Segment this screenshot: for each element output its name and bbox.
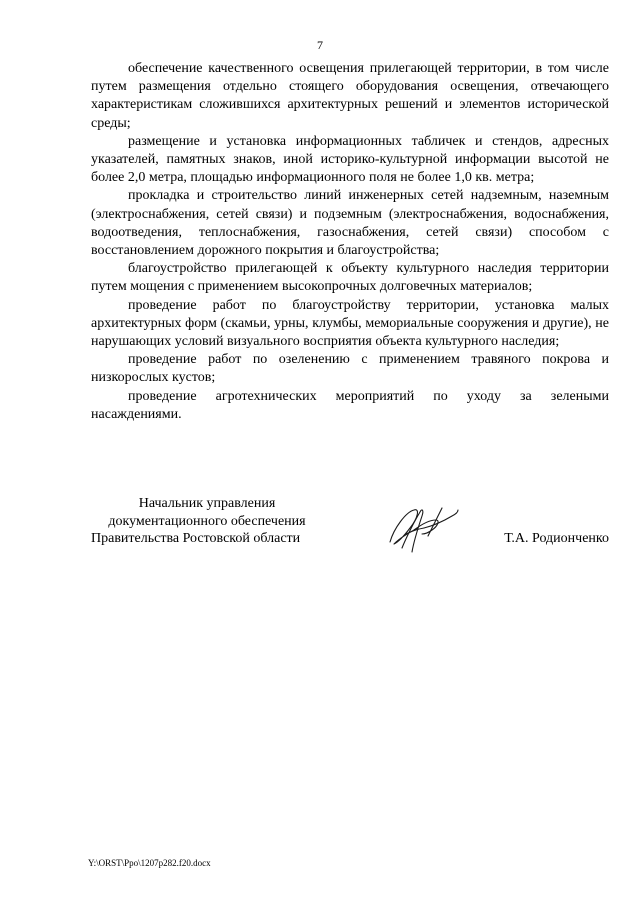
signatory-title-line: документационного обеспечения (108, 513, 306, 529)
paragraph-small-architecture: проведение работ по благоустройству территории, установка малых архитектурных форм (скамьи, урны, клумбы, мемориальные сооружения и другие), не нарушающих условий визуального восприятия объекта культурного наследия; (91, 297, 609, 350)
file-path-footer: Y:\ORST\Ppo\1207p282.f20.docx (88, 858, 211, 868)
paragraph-agrotechnical: проведение агротехнических мероприятий по уходу за зелеными насаждениями. (91, 388, 609, 422)
paragraph-signage: размещение и установка информационных табличек и стендов, адресных указателей, памятных знаков, иной историко-культурной информации высотой не более 2,0 метра, площадью информационного поля не более 1,0 кв. метра; (91, 133, 609, 186)
signatory-title-line: Правительства Ростовской области (91, 531, 301, 546)
paragraph-greening: проведение работ по озеленению с применением травяного покрова и низкорослых кустов; (91, 352, 609, 386)
signatory-title (91, 495, 323, 548)
paragraph-paving: благоустройство прилегающей к объекту культурного наследия территории путем мощения с применением высокопрочных долговечных материалов; (91, 261, 609, 295)
paragraph-utility-networks: прокладка и строительство линий инженерных сетей надземным, наземным (электроснабжения, сетей связи) и подземным (электроснабжения, водоснабжения, водоотведения, теплоснабжения, газоснабжения, сетей связи) способом с восстановлением дорожного покрытия и благоустройства; (91, 188, 609, 259)
signatory-title-line: Начальник управления (138, 496, 276, 511)
page-number: 7 (317, 38, 323, 52)
paragraph-lighting: обеспечение качественного освещения прилегающей территории, в том числе путем размещения отдельно стоящего оборудования освещения, отвечающего характеристикам сложившихся архитектурных решений и элементов исторической среды; (91, 61, 609, 131)
signature-block (91, 495, 609, 555)
handwritten-signature (384, 498, 462, 558)
signatory-name: Т.А. Родионченко (504, 531, 609, 546)
document-body (91, 60, 609, 424)
